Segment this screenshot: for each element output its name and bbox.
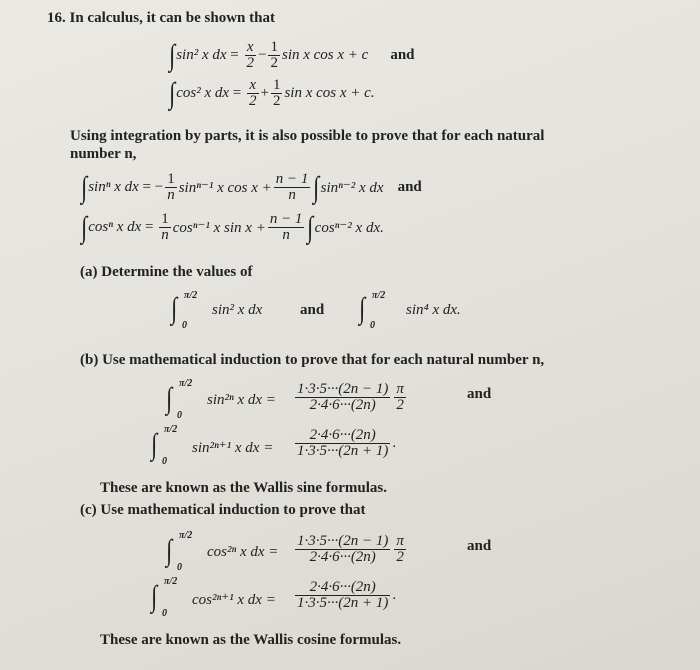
problem-number: 16.	[47, 10, 66, 26]
problem-heading	[47, 10, 275, 27]
rhs: sin x cos x + c.	[284, 85, 375, 101]
formula-sin-n-reduction: ∫ sinⁿ x dx = − $\frac{1}{n}$ sinⁿ⁻¹ x cos x + $\frac{n - 1}{n}$ ∫ sinⁿ⁻² x dx and	[81, 170, 422, 204]
fraction: $\frac{1}{2}$	[270, 39, 278, 71]
part-c-label: (c) Use mathematical induction to prove that	[80, 502, 366, 518]
and-text: and	[390, 47, 415, 63]
integral-sign: ∫	[169, 76, 176, 110]
wallis-cosine-odd: π/2 0 ∫ cos²ⁿ⁺¹ x dx = $\frac{2\cdot 4\cdot 6\cdot\cdot\cdot(2n)}{1\cdot 3\cdot 5\cdot\cdot\cdot(2n + 1)}$ .	[151, 576, 397, 619]
parts-intro-line2: number n,	[70, 146, 137, 162]
problem-intro: In calculus, it can be shown that	[69, 10, 275, 26]
integral-sign: ∫	[169, 38, 176, 72]
integrand: cos² x dx	[176, 85, 230, 101]
wallis-sine-note: These are known as the Wallis sine formulas.	[100, 480, 387, 496]
rhs: sin x cos x + c	[281, 47, 369, 63]
wallis-sine-even: π/2 0 ∫ sin²ⁿ x dx = $\frac{1\cdot 3\cdot 5\cdot\cdot\cdot(2n - 1)}{2\cdot 4\cdot 6\cdot\cdot\cdot(2n)}$ $\frac{\pi}{2}$ and	[166, 378, 492, 421]
fraction: $\frac{x}{2}$	[246, 39, 255, 71]
part-a-integrals: π/2 0 ∫ sin² x dx and π/2 0 ∫ sin⁴ x dx.	[171, 290, 461, 331]
part-b-label: (b) Use mathematical induction to prove that for each natural number n,	[80, 352, 545, 368]
parts-intro-line1: Using integration by parts, it is also possible to prove that for each natural	[70, 128, 545, 144]
formula-sin-squared: ∫ sin² x dx = $\frac{x}{2}$ − $\frac{1}{2}$ sin x cos x + c and	[169, 38, 415, 72]
formula-cos-n-reduction: ∫ cosⁿ x dx = $\frac{1}{n}$ cosⁿ⁻¹ x sin x + $\frac{n - 1}{n}$ ∫ cosⁿ⁻² x dx.	[81, 210, 384, 244]
wallis-cosine-note: These are known as the Wallis cosine formulas.	[100, 632, 402, 648]
part-a-label: (a) Determine the values of	[80, 264, 253, 280]
formula-cos-squared: ∫ cos² x dx = $\frac{x}{2}$ + $\frac{1}{2}$ sin x cos x + c.	[169, 76, 375, 110]
wallis-cosine-even: π/2 0 ∫ cos²ⁿ x dx = $\frac{1\cdot 3\cdot 5\cdot\cdot\cdot(2n - 1)}{2\cdot 4\cdot 6\cdot\cdot\cdot(2n)}$ $\frac{\pi}{2}$ and	[166, 530, 492, 573]
integrand: sin² x dx	[176, 47, 227, 63]
wallis-sine-odd: π/2 0 ∫ sin²ⁿ⁺¹ x dx = $\frac{2\cdot 4\cdot 6\cdot\cdot\cdot(2n)}{1\cdot 3\cdot 5\cdot\cdot\cdot(2n + 1)}$ .	[151, 424, 397, 467]
